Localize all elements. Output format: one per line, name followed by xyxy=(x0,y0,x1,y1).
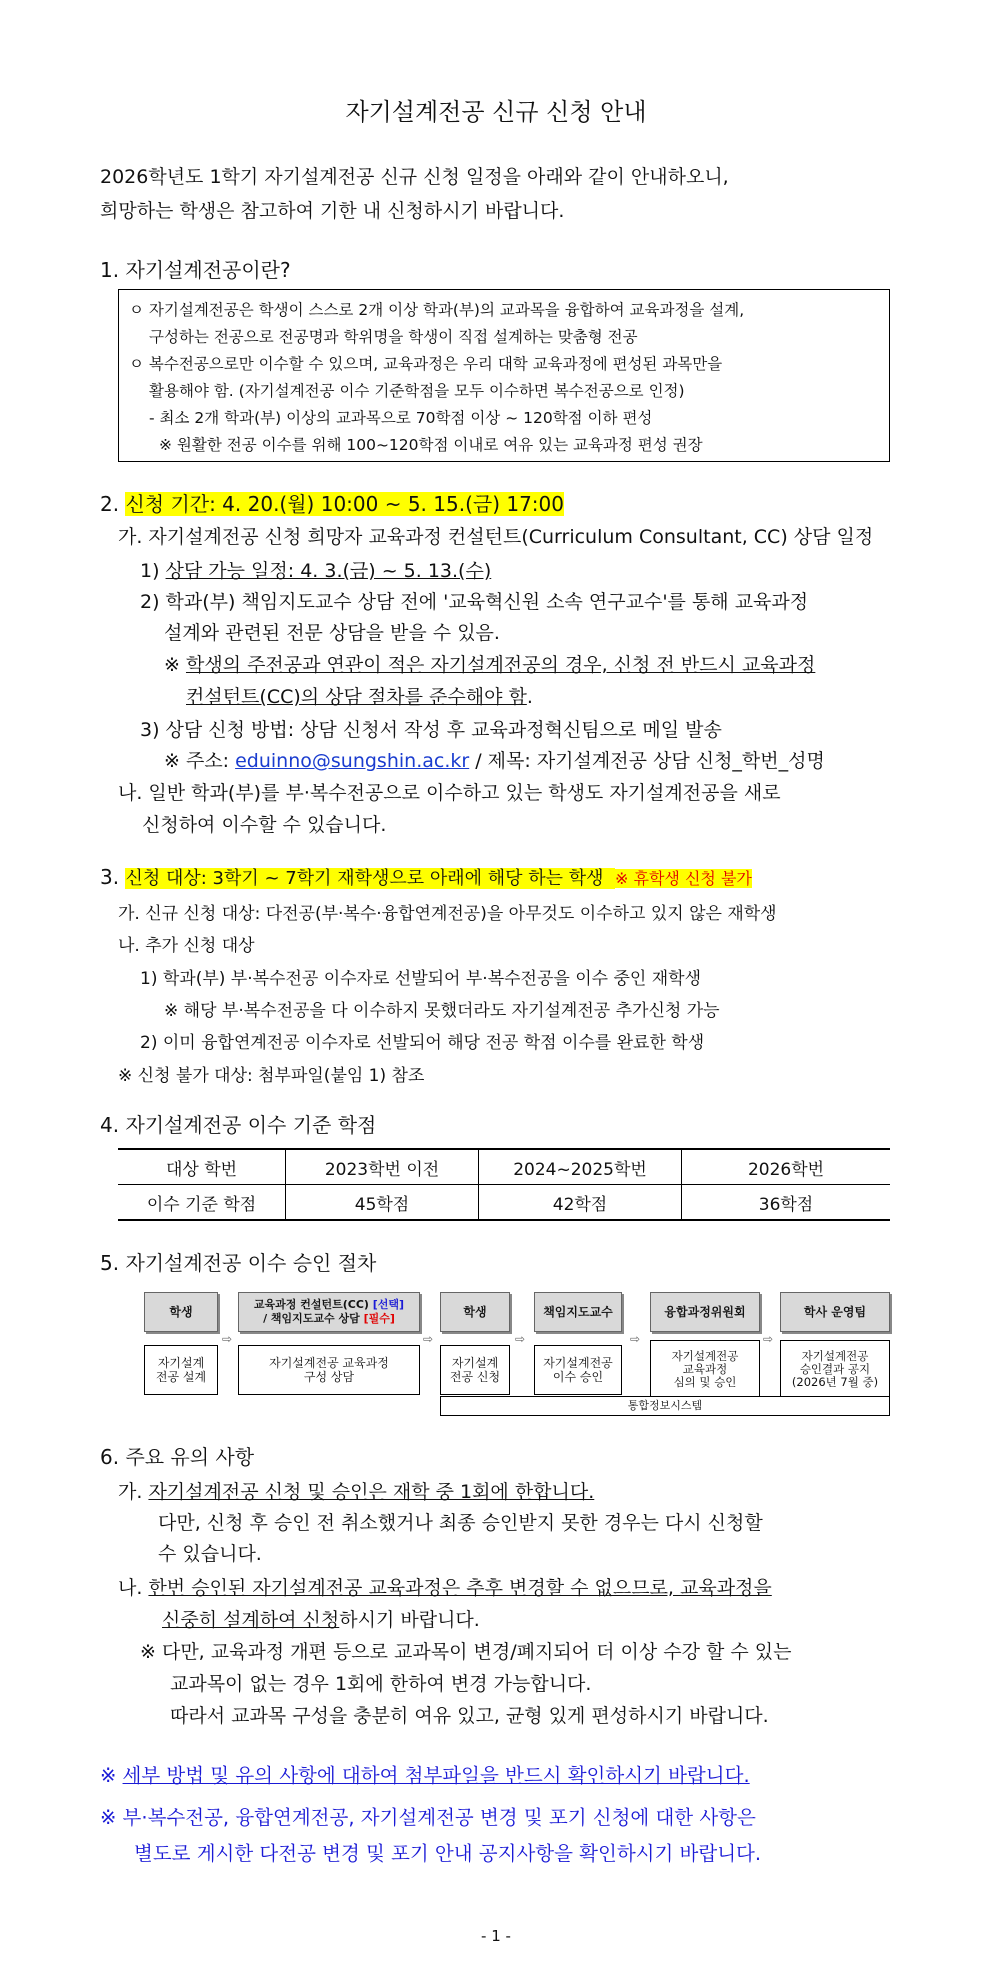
flow-optional-tag: [선택] xyxy=(372,1298,405,1311)
s2-na-b: 신청하여 이수할 수 있습니다. xyxy=(142,814,387,836)
table-cell: 2024~2025학번 xyxy=(479,1149,682,1185)
flow-step-committee-review: 자기설계전공 교육과정 심의 및 승인 xyxy=(650,1340,760,1398)
final-notice-1-text: 세부 방법 및 유의 사항에 대하여 첨부파일을 반드시 확인하시기 바랍니다. xyxy=(122,1764,750,1787)
s2-note-b-text: 컨설턴트(CC)의 상담 절차를 준수해야 함 xyxy=(186,686,527,708)
s6-ga-line-2: 다만, 신청 후 승인 전 취소했거나 최종 승인받지 못한 경우는 다시 신청할 xyxy=(158,1512,763,1534)
final-notice-mark: ※ xyxy=(100,1764,123,1787)
s3-leave-notice: ※ 휴학생 신청 불가 xyxy=(615,869,752,888)
s1-line-6: ※ 원활한 전공 이수를 위해 100~120학점 이내로 여유 있는 교육과정 편성 권장 xyxy=(159,436,703,454)
s2-note-a xyxy=(164,650,815,677)
flow-arrow-icon: ⇨ xyxy=(763,1332,774,1346)
table-row xyxy=(118,1185,890,1221)
s2-item-2b: 설계와 관련된 전문 상담을 받을 수 있음. xyxy=(164,622,500,644)
section-1-box xyxy=(118,289,890,462)
s2-note-a-text: 학생의 주전공과 연관이 적은 자기설계전공의 경우, 신청 전 반드시 교육과정 xyxy=(185,654,816,676)
section-3-heading xyxy=(100,864,752,890)
table-header-row xyxy=(118,1149,890,1185)
section-6-heading: 6. 주요 유의 사항 xyxy=(100,1445,255,1469)
flow-arrow-icon: ⇨ xyxy=(630,1332,641,1346)
final-notice-1 xyxy=(100,1760,750,1788)
section-4-heading: 4. 자기설계전공 이수 기준 학점 xyxy=(100,1113,377,1137)
page-title: 자기설계전공 신규 신청 안내 xyxy=(345,98,647,126)
flow-arrow-icon: ⇨ xyxy=(515,1332,526,1346)
s1-line-1: ㅇ 자기설계전공은 학생이 스스로 2개 이상 학과(부)의 교과목을 융합하여 교육과정을 설계, xyxy=(129,301,745,319)
s6-na-careful: 신중히 설계하여 신청 xyxy=(162,1609,340,1631)
table-cell: 36학점 xyxy=(682,1185,891,1221)
credit-table xyxy=(118,1148,890,1221)
s6-ga-mark: 가. xyxy=(118,1481,149,1503)
s3-target: 신청 대상: 3학기 ~ 7학기 재학생으로 아래에 해당 하는 학생 xyxy=(125,868,604,889)
flow-arrow-icon: ⇨ xyxy=(222,1332,233,1346)
flow-header-student: 학생 xyxy=(144,1292,218,1332)
flow-header-committee: 융합과정위원회 xyxy=(650,1292,760,1332)
s2-item-2a: 2) 학과(부) 책임지도교수 상담 전에 '교육혁신원 소속 연구교수'를 통해 교육과정 xyxy=(140,591,809,613)
flow-step-design: 자기설계 전공 설계 xyxy=(144,1345,218,1395)
s3-ga: 가. 신규 신청 대상: 다전공(부·복수·융합연계전공)을 아무것도 이수하고 있지 않은 재학생 xyxy=(118,904,777,924)
s1-line-2: 구성하는 전공으로 전공명과 학위명을 학생이 직접 설계하는 맞춤형 전공 xyxy=(149,328,638,346)
flow-header-consult xyxy=(238,1292,420,1332)
s6-note-1: ※ 다만, 교육과정 개편 등으로 교과목이 변경/폐지되어 더 이상 수강 할 수 있는 xyxy=(140,1641,792,1663)
flow-header-student-2: 학생 xyxy=(440,1292,510,1332)
flow-consult-cc: 교육과정 컨설턴트(CC) xyxy=(253,1298,373,1311)
s6-na-line-2 xyxy=(162,1605,480,1632)
s3-num: 3. xyxy=(100,865,120,889)
s3-item-1: 1) 학과(부) 부·복수전공 이수자로 선발되어 부·복수전공을 이수 중인 재학생 xyxy=(140,969,701,989)
intro-line-1: 2026학년도 1학기 자기설계전공 신규 신청 일정을 아래와 같이 안내하오니, xyxy=(100,166,729,188)
s3-note: ※ 신청 불가 대상: 첨부파일(붙임 1) 참조 xyxy=(118,1066,425,1086)
s2-item-3: 3) 상담 신청 방법: 상담 신청서 작성 후 교육과정혁신팀으로 메일 발송 xyxy=(140,719,722,741)
flow-step-consult: 자기설계전공 교육과정 구성 상담 xyxy=(238,1345,420,1395)
s2-period: 신청 기간: 4. 20.(월) 10:00 ~ 5. 15.(금) 17:00 xyxy=(125,492,564,516)
s2-mail-subject: / 제목: 자기설계전공 상담 신청_학번_성명 xyxy=(469,750,825,772)
s6-na-mark: 나. xyxy=(118,1577,149,1599)
section-5-heading: 5. 자기설계전공 이수 승인 절차 xyxy=(100,1251,377,1275)
final-notice-2b: 별도로 게시한 다전공 변경 및 포기 안내 공지사항을 확인하시기 바랍니다. xyxy=(134,1842,762,1865)
s2-note-mark: ※ xyxy=(164,654,186,676)
s2-note-b-end: . xyxy=(526,686,533,708)
final-notice-2a: ※ 부·복수전공, 융합연계전공, 자기설계전공 변경 및 포기 신청에 대한 사항은 xyxy=(100,1806,756,1829)
s2-num: 2. xyxy=(100,492,120,516)
s2-address xyxy=(164,746,825,773)
flow-header-advisor: 책임지도교수 xyxy=(534,1292,622,1332)
flow-required-tag: [필수] xyxy=(363,1312,395,1325)
s6-ga-line-1 xyxy=(118,1477,594,1504)
table-cell: 2023학번 이전 xyxy=(286,1149,479,1185)
section-2-heading xyxy=(100,488,564,517)
page-number: - 1 - xyxy=(481,1927,511,1945)
s3-na: 나. 추가 신청 대상 xyxy=(118,936,255,956)
table-cell: 45학점 xyxy=(286,1185,479,1221)
intro-line-2: 희망하는 학생은 참고하여 기한 내 신청하시기 바랍니다. xyxy=(100,200,565,222)
s3-item-2: 2) 이미 융합연계전공 이수자로 선발되어 해당 전공 학점 이수를 완료한 학생 xyxy=(140,1033,705,1053)
s6-note-3: 따라서 교과목 구성을 충분히 여유 있고, 균형 있게 편성하시기 바랍니다. xyxy=(170,1705,769,1727)
table-cell: 이수 기준 학점 xyxy=(118,1185,286,1221)
flow-arrow-icon: ⇨ xyxy=(423,1332,434,1346)
section-1-heading: 1. 자기설계전공이란? xyxy=(100,258,291,282)
flow-step-advisor-approval: 자기설계전공 이수 승인 xyxy=(534,1345,622,1395)
s6-note-2: 교과목이 없는 경우 1회에 한하여 변경 가능합니다. xyxy=(170,1673,592,1695)
s1-line-3: ㅇ 복수전공으로만 이수할 수 있으며, 교육과정은 우리 대학 교육과정에 편성된 과목만을 xyxy=(129,355,723,373)
s6-ga-once: 자기설계전공 신청 및 승인은 재학 중 1회에 한합니다. xyxy=(148,1481,595,1503)
flow-step-announce: 자기설계전공 승인결과 공지 (2026년 7월 중) xyxy=(780,1340,890,1398)
flow-consult-prof: / 책임지도교수 상담 xyxy=(263,1312,364,1325)
s2-ga: 가. 자기설계전공 신청 희망자 교육과정 컨설턴트(Curriculum Consultant, CC) 상담 일정 xyxy=(118,526,874,548)
contact-email-link[interactable]: eduinno@sungshin.ac.kr xyxy=(235,750,470,772)
s2-note-b xyxy=(186,682,533,709)
s2-consult-period: 상담 가능 일정: 4. 3.(금) ~ 5. 13.(수) xyxy=(165,560,492,582)
s2-na-a: 나. 일반 학과(부)를 부·복수전공으로 이수하고 있는 학생도 자기설계전공을 새로 xyxy=(118,782,781,804)
flow-header-academic-team: 학사 운영팀 xyxy=(780,1292,890,1332)
flow-integrated-system-bar: 통합정보시스템 xyxy=(440,1396,890,1416)
s1-line-4: 활용해야 함. (자기설계전공 이수 기준학점을 모두 이수하면 복수전공으로 인정) xyxy=(149,382,685,400)
s3-item-1-note: ※ 해당 부·복수전공을 다 이수하지 못했더라도 자기설계전공 추가신청 가능 xyxy=(164,1001,720,1021)
flow-step-apply: 자기설계 전공 신청 xyxy=(440,1345,510,1395)
s6-na-text: 한번 승인된 자기설계전공 교육과정은 추후 변경할 수 없으므로, 교육과정을 xyxy=(148,1577,772,1599)
s6-na-end: 하시기 바랍니다. xyxy=(339,1609,480,1631)
s6-ga-line-3: 수 있습니다. xyxy=(158,1543,262,1565)
s6-na-line-1 xyxy=(118,1573,772,1600)
table-cell: 2026학번 xyxy=(682,1149,891,1185)
s1-line-5: - 최소 2개 학과(부) 이상의 교과목으로 70학점 이상 ~ 120학점 이하 편성 xyxy=(149,409,653,427)
table-cell: 대상 학번 xyxy=(118,1149,286,1185)
s2-item-1-num: 1) xyxy=(140,560,166,582)
table-cell: 42학점 xyxy=(479,1185,682,1221)
s2-address-label: ※ 주소: xyxy=(164,750,236,772)
s2-item-1 xyxy=(140,556,491,583)
